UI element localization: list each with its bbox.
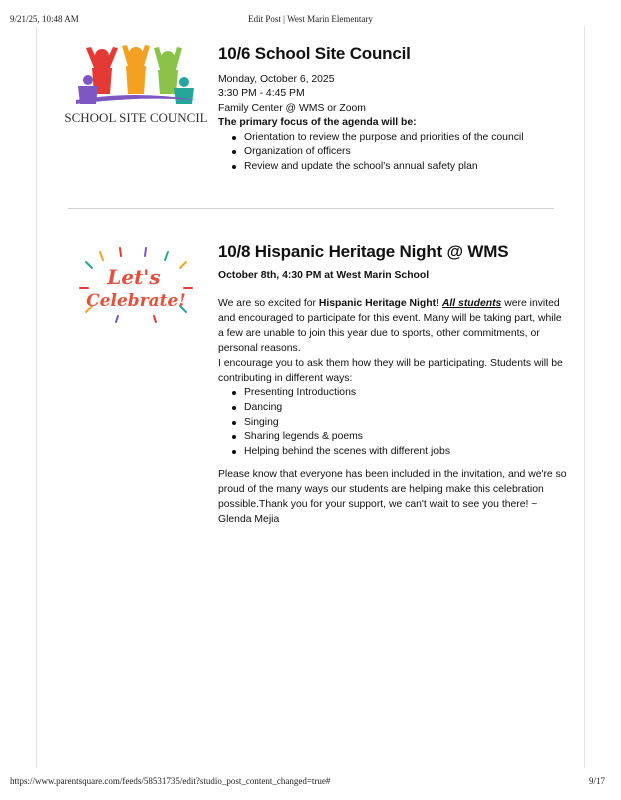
post-date: Monday, October 6, 2025: [218, 74, 335, 85]
list-item: Singing: [244, 416, 568, 431]
agenda-list: [218, 131, 568, 175]
logo-text: SCHOOL SITE COUNCIL: [64, 110, 208, 125]
post-location: Family Center @ WMS or Zoom: [218, 102, 366, 114]
post-hispanic-heritage-night: [218, 242, 568, 527]
participation-list: [218, 386, 568, 459]
list-item: Organization of officers: [244, 145, 568, 160]
participation-paragraph: I encourage you to ask them how they will be participating. Students will be contributing in different ways:: [218, 358, 563, 385]
list-item: Dancing: [244, 401, 568, 416]
intro-paragraph: We are so excited for Hispanic Heritage Night! All students were invited and encouraged to participate for this event. Many will be taking part, while a few are unable to join this year due to sports, other commitments, or personal reasons.: [218, 298, 562, 355]
print-page-number: 9/17: [588, 776, 605, 786]
closing-paragraph: Please know that everyone has been included in the invitation, and we're so proud of the many ways our students are helping make this celebration possible.Thank you for your support, we can't wait to see you there! ~ Glenda Mejia: [218, 469, 567, 526]
bullet-icon: [232, 406, 236, 410]
post-school-site-council: [218, 44, 568, 174]
event-name: Hispanic Heritage Night: [318, 298, 437, 310]
bullet-icon: [232, 421, 236, 425]
all-students-emphasis: All students: [441, 298, 502, 310]
bullet-icon: [232, 391, 236, 395]
post-subtitle: October 8th, 4:30 PM at West Marin School: [218, 270, 430, 281]
post-title: 10/6 School Site Council: [218, 44, 411, 63]
bullet-icon: [232, 435, 236, 439]
page-border-right: [584, 26, 585, 768]
lets-celebrate-logo: [76, 244, 196, 326]
print-datetime: 9/21/25, 10:48 AM: [10, 14, 79, 24]
list-item: Helping behind the scenes with different jobs: [244, 445, 568, 460]
list-item: Sharing legends & poems: [244, 430, 568, 445]
post-time: 3:30 PM - 4:45 PM: [218, 88, 305, 100]
bullet-icon: [232, 450, 236, 454]
list-item: Orientation to review the purpose and priorities of the council: [244, 131, 568, 146]
list-item: Presenting Introductions: [244, 386, 568, 401]
post-title: 10/8 Hispanic Heritage Night @ WMS: [218, 242, 509, 261]
agenda-heading: The primary focus of the agenda will be:: [218, 117, 417, 129]
post-divider: [68, 208, 554, 209]
bullet-icon: [232, 150, 236, 154]
page-border-left: [36, 26, 37, 768]
school-site-council-logo: [64, 42, 208, 128]
print-page-title: Edit Post | West Marin Elementary: [248, 14, 373, 24]
bullet-icon: [232, 165, 236, 169]
bullet-icon: [232, 136, 236, 140]
print-url: https://www.parentsquare.com/feeds/58531735/edit?studio_post_content_changed=true#: [10, 776, 331, 786]
logo-text-celebrate: Celebrate!: [86, 291, 186, 311]
list-item: Review and update the school's annual safety plan: [244, 160, 568, 175]
logo-text-lets: Let's: [107, 265, 161, 289]
